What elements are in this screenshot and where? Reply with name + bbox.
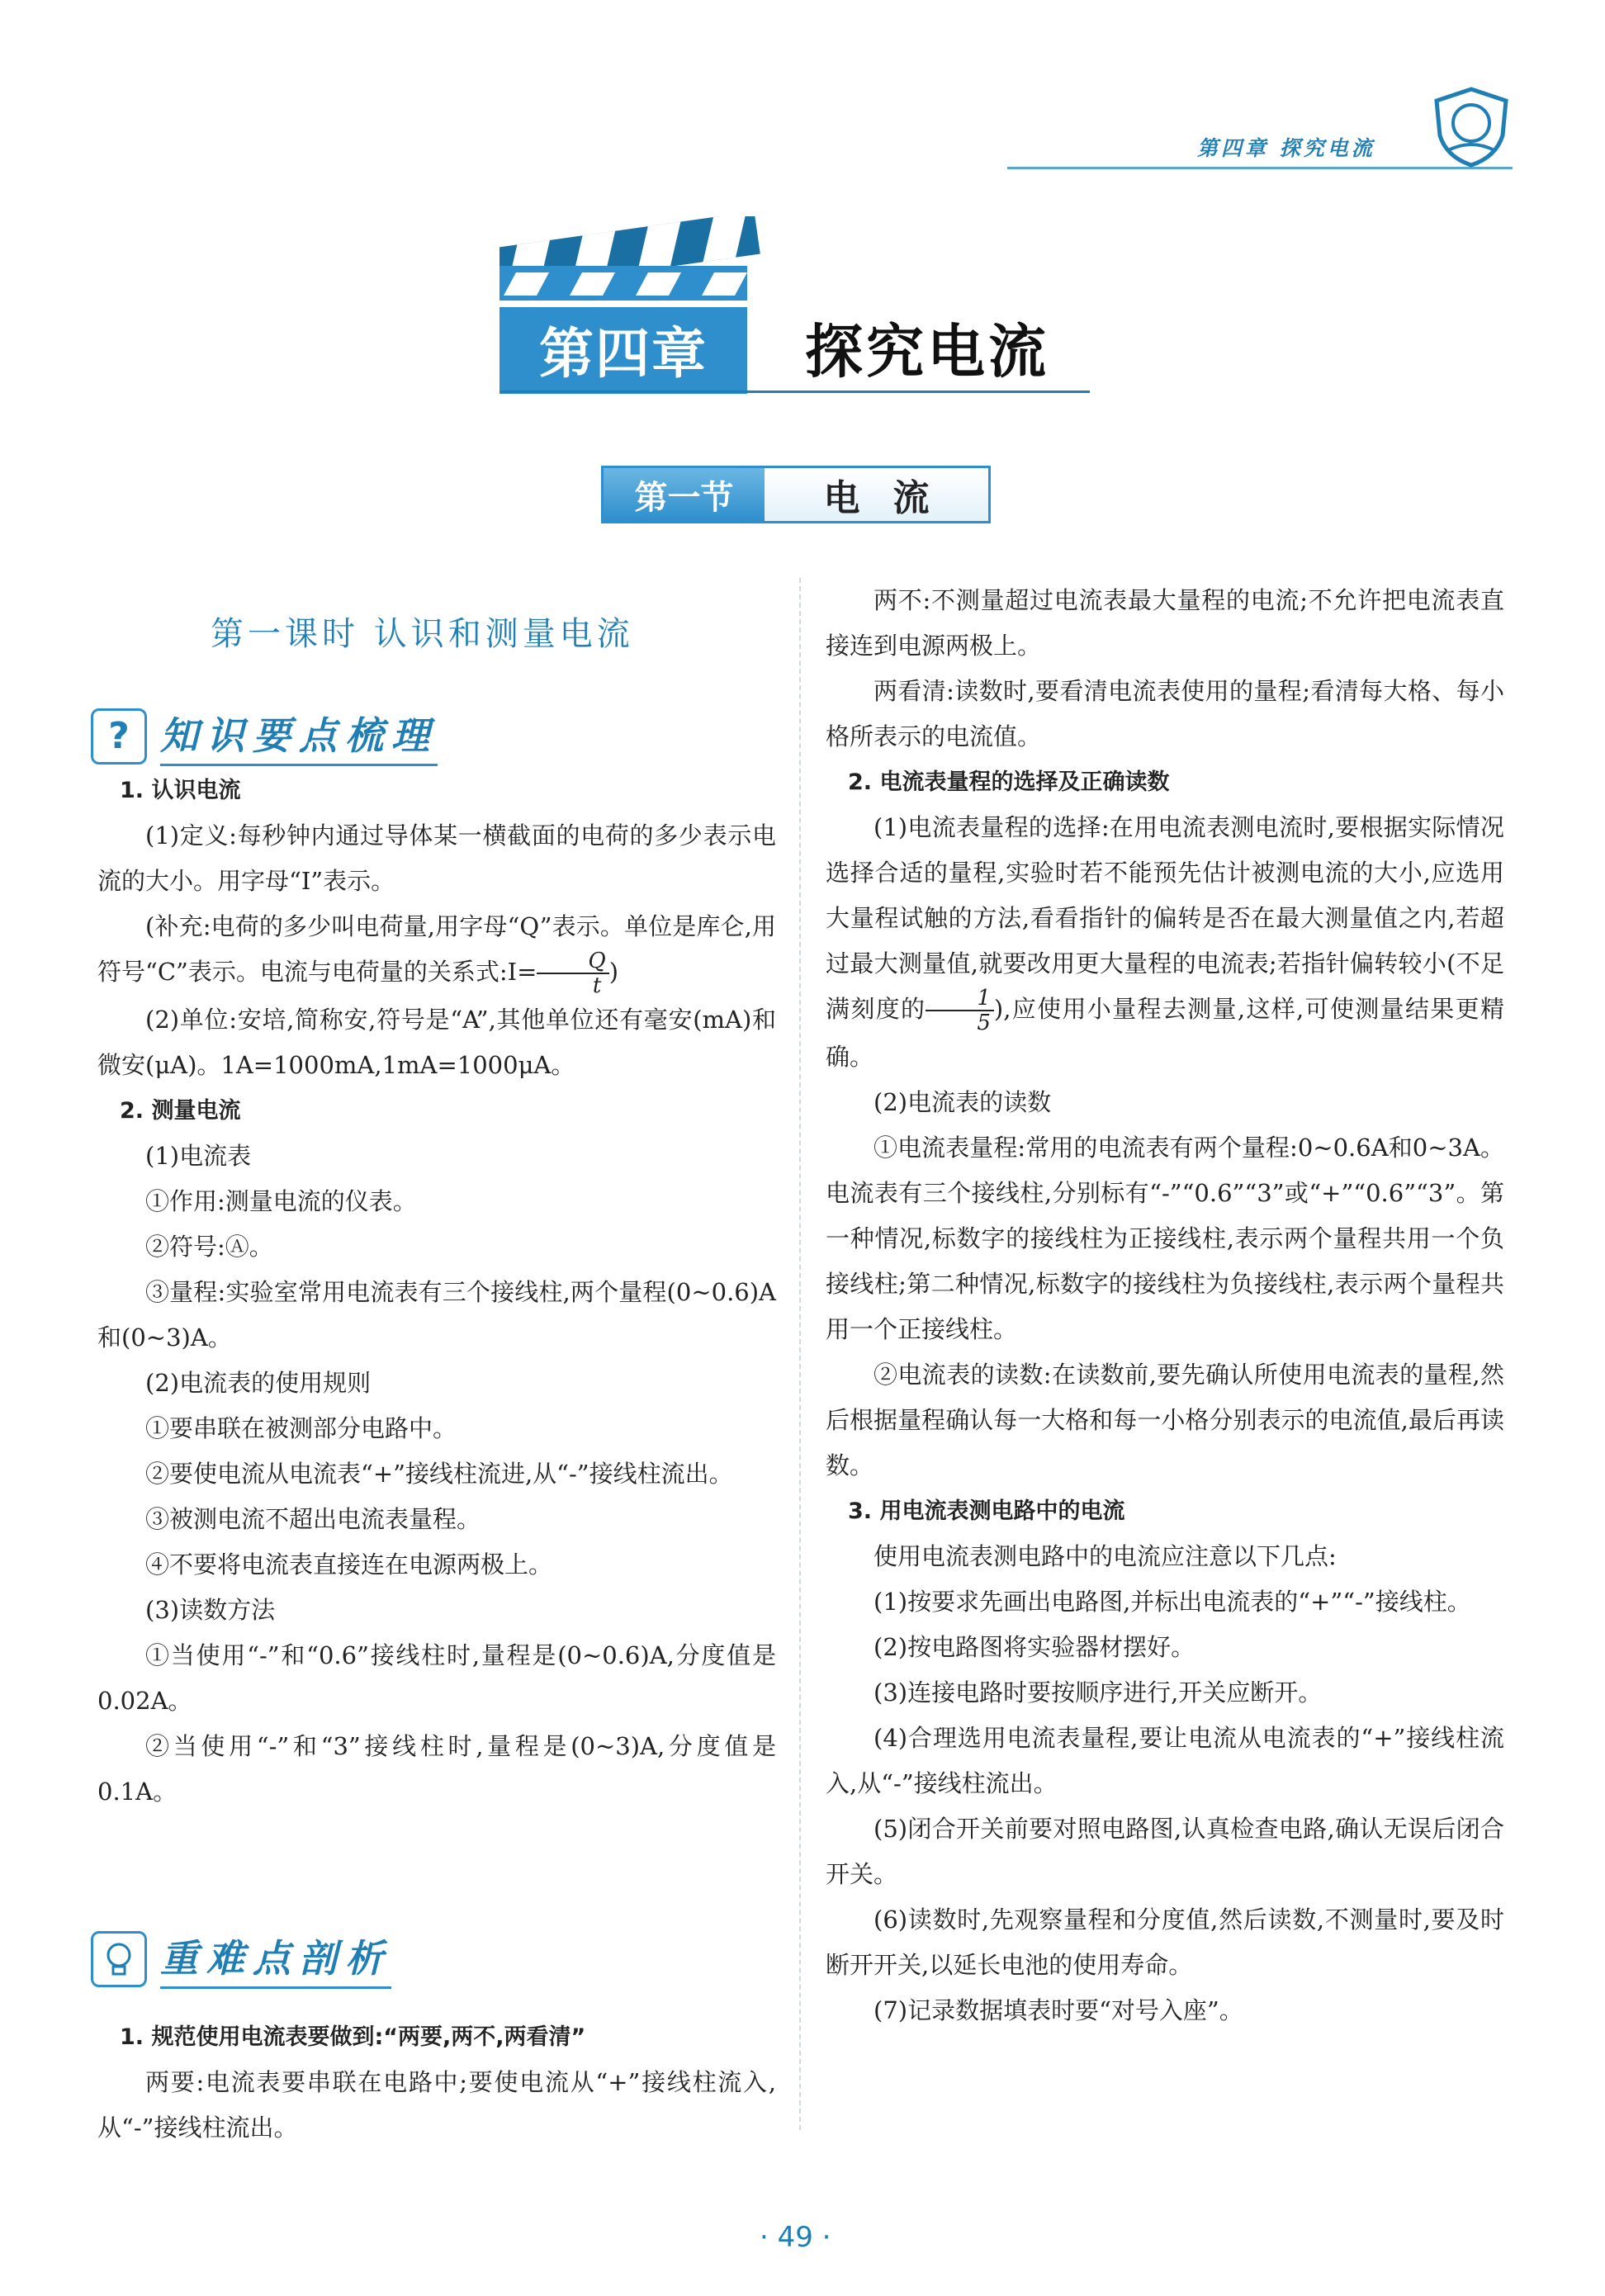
- column-divider: [799, 578, 801, 2130]
- paragraph: ④不要将电流表直接连在电源两极上。: [145, 1550, 553, 1579]
- paragraph: ③被测电流不超出电流表量程。: [145, 1505, 481, 1533]
- paragraph: (7)记录数据填表时要“对号入座”。: [874, 1996, 1243, 2024]
- fraction: [537, 949, 608, 997]
- paragraph: (2)电流表的读数: [874, 1088, 1052, 1116]
- heading: 2. 电流表量程的选择及正确读数: [848, 769, 1170, 795]
- paragraph: ②要使电流从电流表“+”接线柱流进,从“-”接线柱流出。: [145, 1460, 733, 1488]
- chapter-rule: [499, 391, 1090, 393]
- heading: 3. 用电流表测电路中的电流: [848, 1498, 1125, 1524]
- shield-logo-icon: [1430, 86, 1513, 168]
- paragraph: (1)按要求先画出电路图,并标出电流表的“+”“-”接线柱。: [874, 1588, 1471, 1616]
- section-name: 电流: [765, 468, 988, 521]
- paragraph: ①作用:测量电流的仪表。: [145, 1187, 417, 1215]
- knowledge-banner-text: 知识要点梳理: [160, 706, 438, 766]
- fraction: [926, 987, 994, 1034]
- paragraph: (2)单位:安培,简称安,符号是“A”,其他单位还有毫安(mA)和微安(μA)。1A=1000mA,1mA=1000μA。: [97, 1006, 776, 1079]
- paragraph: 两不:不测量超过电流表最大量程的电流;不允许把电流表直接连到电源两极上。: [826, 586, 1504, 660]
- paragraph: (1)电流表: [145, 1142, 252, 1170]
- paragraph: ①电流表量程:常用的电流表有两个量程:0~0.6A和0~3A。电流表有三个接线柱,分别标有“-”“0.6”“3”或“+”“0.6”“3”。第一种情况,标数字的接线柱为正接线柱,表示两个量程共用一个负接线柱;第二种情况,标数字的接线柱为负接线柱,表示两个量程共用一个正接线柱。: [826, 1134, 1504, 1343]
- paragraph: ①当使用“-”和“0.6”接线柱时,量程是(0~0.6)A,分度值是0.02A。: [97, 1641, 776, 1715]
- paragraph: (1)定义:每秒钟内通过导体某一横截面的电荷的多少表示电流的大小。用字母“I”表示。: [97, 821, 776, 895]
- paragraph: 两看清:读数时,要看清电流表使用的量程;看清每大格、每小格所表示的电流值。: [826, 677, 1504, 750]
- paragraph: 使用电流表测电路中的电流应注意以下几点:: [874, 1542, 1337, 1570]
- paragraph: (4)合理选用电流表量程,要让电流从电流表的“+”接线柱流入,从“-”接线柱流出。: [826, 1724, 1504, 1797]
- running-header: 第四章 探究电流: [1197, 136, 1375, 160]
- paragraph: (3)读数方法: [145, 1596, 276, 1624]
- heading: 1. 规范使用电流表要做到:“两要,两不,两看清”: [120, 2024, 586, 2050]
- section-number: 第一节: [604, 468, 765, 521]
- text: ): [608, 958, 619, 986]
- paragraph: 两要:电流表要串联在电路中;要使电流从“+”接线柱流入,从“-”接线柱流出。: [97, 2068, 776, 2142]
- paragraph: (5)闭合开关前要对照电路图,认真检查电路,确认无误后闭合开关。: [826, 1815, 1504, 1888]
- paragraph: ②当使用“-”和“3”接线柱时,量程是(0~3)A,分度值是0.1A。: [97, 1732, 776, 1806]
- paragraph: [826, 805, 1504, 1080]
- fraction-numerator: Q: [537, 949, 608, 974]
- text: ),应使用小量程去测量,这样,可使测量结果更精确。: [826, 995, 1504, 1071]
- paragraph: (3)连接电路时要按顺序进行,开关应断开。: [874, 1678, 1323, 1707]
- paragraph: (2)按电路图将实验器材摆好。: [874, 1633, 1195, 1661]
- paragraph: ①要串联在被测部分电路中。: [145, 1414, 457, 1442]
- knowledge-banner: [91, 706, 438, 766]
- paragraph: ②符号:Ⓐ。: [145, 1233, 273, 1261]
- lesson-title: 第一课时 认识和测量电流: [211, 615, 634, 653]
- fraction-denominator: 5: [977, 1011, 991, 1035]
- chapter-number: 第四章: [539, 321, 708, 386]
- paragraph: [97, 904, 776, 997]
- paragraph: ②电流表的读数:在读数前,要先确认所使用电流表的量程,然后根据量程确认每一大格和每一小格分别表示的电流值,最后再读数。: [826, 1361, 1504, 1479]
- heading: 1. 认识电流: [120, 778, 241, 803]
- difficulty-banner: [91, 1929, 391, 1989]
- left-column: [97, 768, 776, 1815]
- left-column-lower: [97, 2014, 776, 2151]
- chapter-title: 探究电流: [805, 318, 1049, 386]
- section-heading: [601, 466, 991, 523]
- text: (1)电流表量程的选择:在用电流表测电流时,要根据实际情况选择合适的量程,实验时若不能预先估计被测电流的大小,应选用大量程试触的方法,看看指针的偏转是否在最大测量值之内,若超过最大测量值,就要改用更大量程的电流表;若指针偏转较小(不足满刻度的: [826, 813, 1504, 1023]
- paragraph: (2)电流表的使用规则: [145, 1369, 372, 1397]
- difficulty-banner-text: 重难点剖析: [160, 1929, 391, 1989]
- right-column: [826, 578, 1504, 2033]
- question-icon: ?: [91, 708, 147, 765]
- page-number: · 49 ·: [760, 2221, 831, 2254]
- fraction-numerator: 1: [926, 987, 994, 1011]
- paragraph: ③量程:实验室常用电流表有三个接线柱,两个量程(0~0.6)A和(0~3)A。: [97, 1278, 776, 1352]
- fraction-denominator: t: [592, 973, 602, 998]
- lightbulb-icon: [91, 1931, 147, 1987]
- heading: 2. 测量电流: [120, 1098, 241, 1124]
- text: (补充:电荷的多少叫电荷量,用字母“Q”表示。单位是库仑,用符号“C”表示。电流与电荷量的关系式:I=: [97, 912, 776, 986]
- paragraph: (6)读数时,先观察量程和分度值,然后读数,不测量时,要及时断开开关,以延长电池的使用寿命。: [826, 1905, 1504, 1979]
